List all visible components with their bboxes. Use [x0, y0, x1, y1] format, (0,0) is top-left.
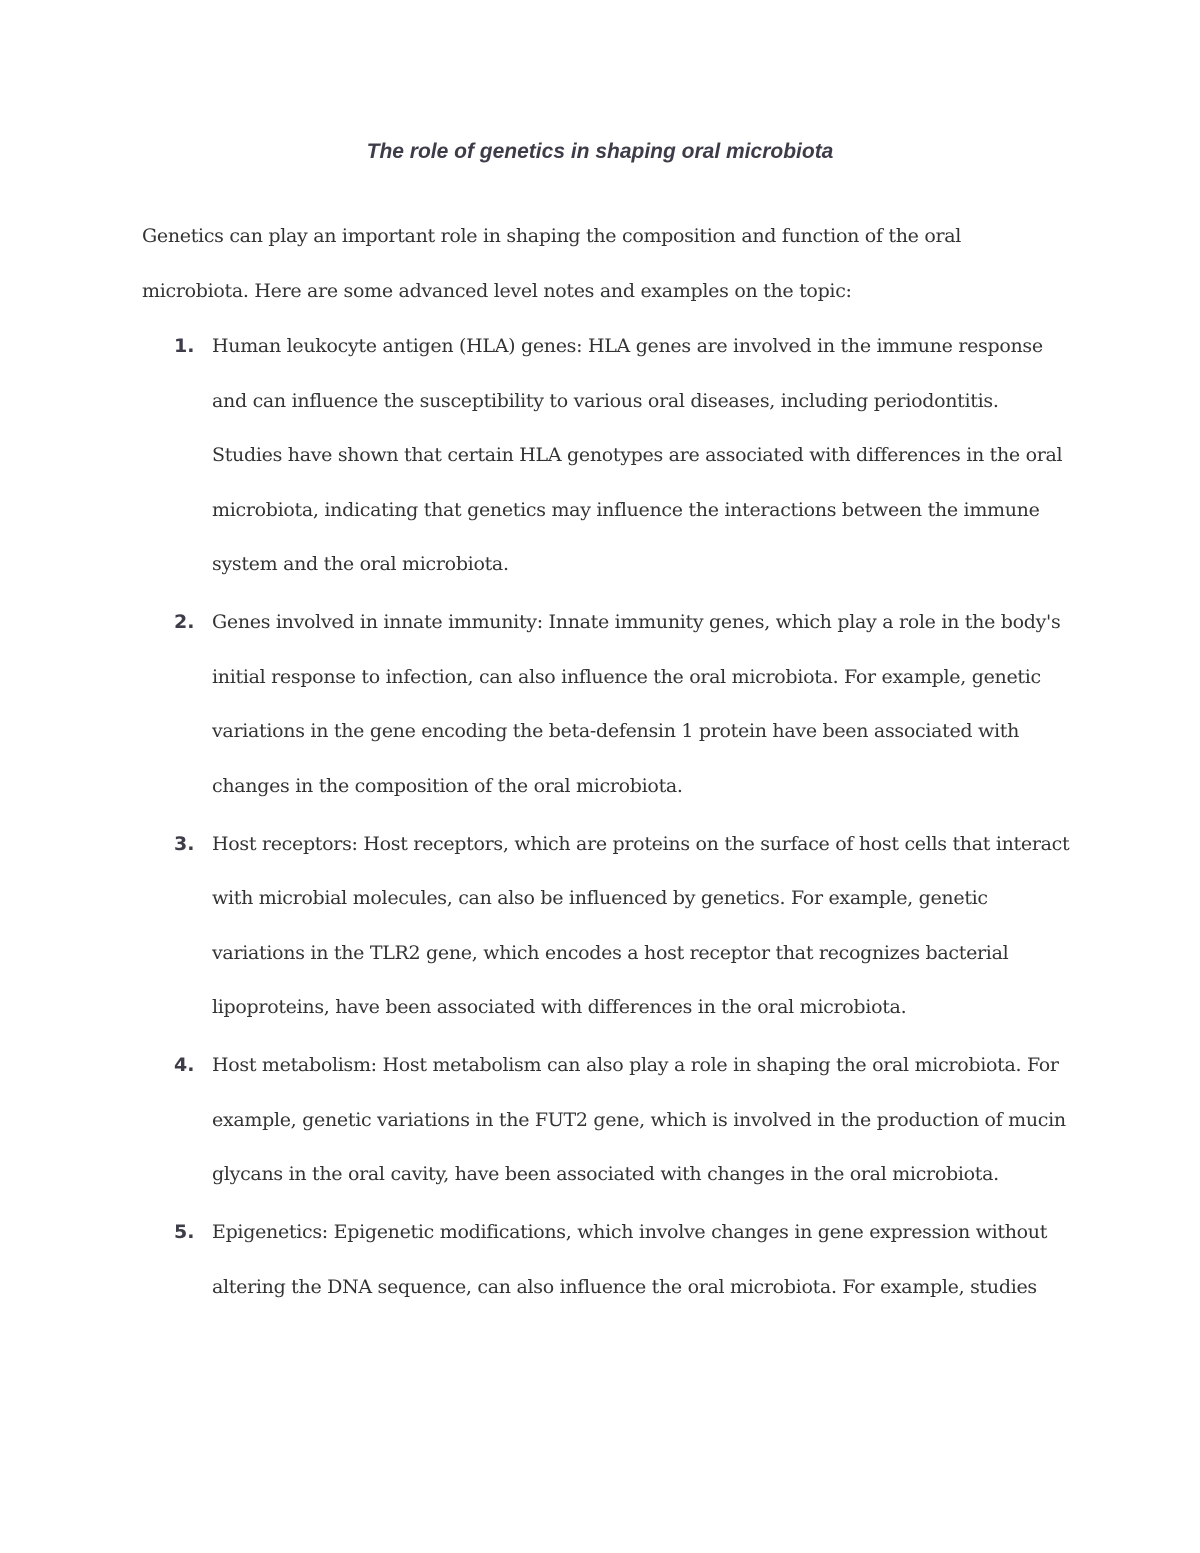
list-item-number: 4.	[174, 1054, 195, 1076]
list-item-text: Epigenetics: Epigenetic modifications, which involve changes in gene expression without altering the DNA sequence, can also influence the oral microbiota. For example, studies	[212, 1221, 1048, 1298]
list-item-number: 2.	[174, 611, 195, 633]
list-item-text: Genes involved in innate immunity: Innate immunity genes, which play a role in the body's initial response to infection, can also influence the oral microbiota. For example, genetic variations in the gene encoding the beta-defensin 1 protein have been associated with changes in the composition of the oral microbiota.	[212, 611, 1061, 797]
list-item	[142, 319, 1072, 592]
list-item	[142, 817, 1072, 1035]
list-item	[142, 1205, 1072, 1314]
list-item-text: Host metabolism: Host metabolism can also play a role in shaping the oral microbiota. For example, genetic variations in the FUT2 gene, which is involved in the production of mucin glycans in the oral cavity, have been associated with changes in the oral microbiota.	[212, 1054, 1066, 1185]
list-item-text: Human leukocyte antigen (HLA) genes: HLA genes are involved in the immune response and can influence the susceptibility to various oral diseases, including periodontitis. Studies have shown that certain HLA genotypes are associated with differences in the oral microbiota, indicating that genetics may influence the interactions between the immune system and the oral microbiota.	[212, 335, 1063, 575]
intro-paragraph: Genetics can play an important role in shaping the composition and function of the oral microbiota. Here are some advanced level notes and examples on the topic:	[142, 225, 962, 302]
list-item-number: 5.	[174, 1221, 195, 1243]
document-title: The role of genetics in shaping oral microbiota	[366, 140, 834, 163]
list-item-number: 1.	[174, 335, 195, 357]
numbered-list	[142, 319, 1072, 1318]
list-item	[142, 595, 1072, 813]
list-item	[142, 1038, 1072, 1202]
list-item-text: Host receptors: Host receptors, which are proteins on the surface of host cells that interact with microbial molecules, can also be influenced by genetics. For example, genetic variations in the TLR2 gene, which encodes a host receptor that recognizes bacterial lipoproteins, have been associated with differences in the oral microbiota.	[212, 832, 1070, 1018]
list-item-number: 3.	[174, 832, 195, 855]
